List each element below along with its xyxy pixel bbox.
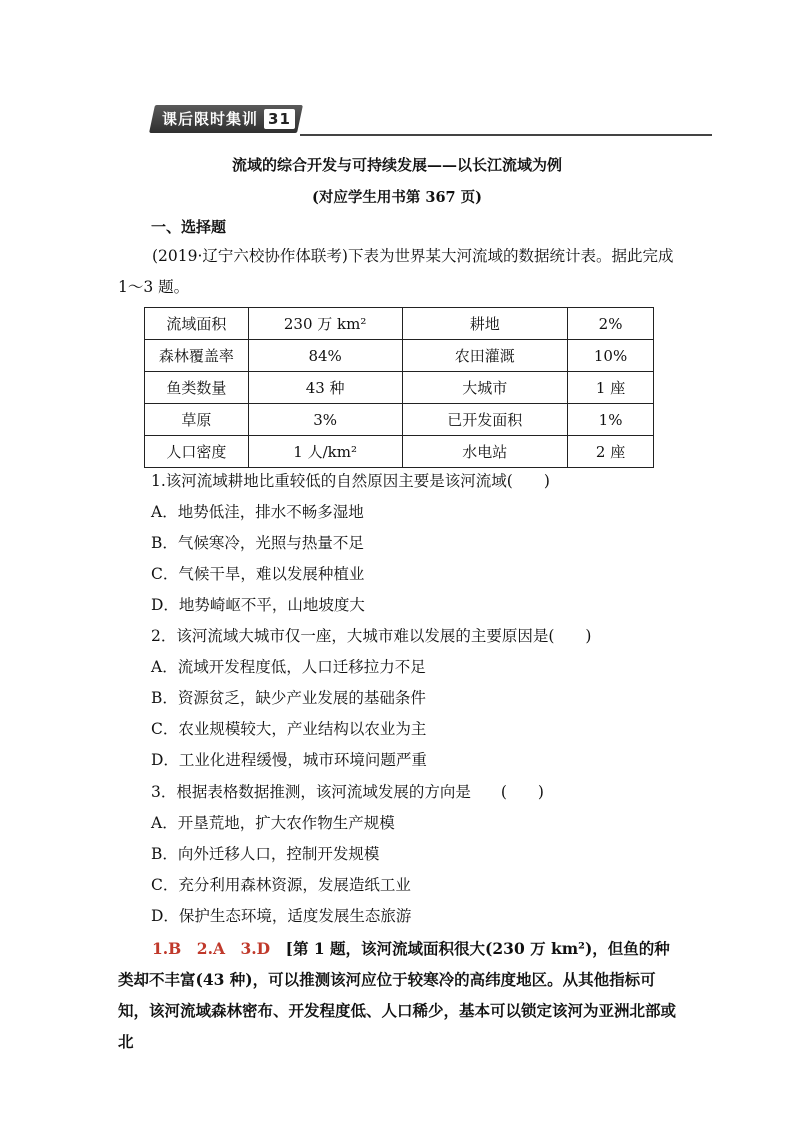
- banner-number: 31: [264, 109, 295, 129]
- table-cell: 人口密度: [145, 436, 249, 468]
- question-3-option-c: C．充分利用森林资源，发展造纸工业: [151, 876, 411, 894]
- table-cell: 耕地: [402, 308, 568, 340]
- table-cell: 大城市: [402, 372, 568, 404]
- table-cell: 2 座: [568, 436, 654, 468]
- table-cell: 43 种: [248, 372, 402, 404]
- question-2-option-a: A．流域开发程度低，人口迁移拉力不足: [151, 658, 426, 676]
- table-cell: 水电站: [402, 436, 568, 468]
- table-cell: 230 万 km²: [248, 308, 402, 340]
- table-cell: 10%: [568, 340, 654, 372]
- question-3-option-b: B．向外迁移人口，控制开发规模: [151, 845, 380, 863]
- question-2-option-c: C．农业规模较大，产业结构以农业为主: [151, 720, 427, 738]
- question-3-paren: ( ): [500, 783, 544, 801]
- table-cell: 森林覆盖率: [145, 340, 249, 372]
- question-3-option-a: A．开垦荒地，扩大农作物生产规模: [151, 814, 395, 832]
- table-cell: 1 人/km²: [248, 436, 402, 468]
- table-row: [145, 308, 654, 340]
- question-1-option-c: C．气候干旱，难以发展种植业: [151, 565, 365, 583]
- section-banner: [152, 103, 312, 135]
- section-heading: 一、选择题: [151, 218, 227, 236]
- table-cell: 草原: [145, 404, 249, 436]
- answer-keys: 1.B 2.A 3.D: [152, 939, 271, 958]
- intro-text: (2019·辽宁六校协作体联考)下表为世界某大河流域的数据统计表。据此完成 1～3 题。: [118, 247, 674, 296]
- header-rule: [300, 134, 712, 136]
- question-2-option-b: B．资源贫乏，缺少产业发展的基础条件: [151, 689, 426, 707]
- table-row: [145, 372, 654, 404]
- table-cell: 1 座: [568, 372, 654, 404]
- question-1-option-a: A．地势低洼，排水不畅多湿地: [151, 503, 364, 521]
- data-table: [144, 307, 654, 468]
- question-3-stem: 3．根据表格数据推测，该河流域发展的方向是: [151, 783, 471, 801]
- table-row: [145, 404, 654, 436]
- question-3-stem-line: [151, 780, 544, 802]
- page-title: 流域的综合开发与可持续发展——以长江流域为例: [231, 156, 562, 174]
- table-cell: 2%: [568, 308, 654, 340]
- question-3-option-d: D．保护生态环境，适度发展生态旅游: [151, 907, 412, 925]
- table-cell: 3%: [248, 404, 402, 436]
- page-subtitle: (对应学生用书第 367 页): [311, 189, 483, 206]
- question-2-option-d: D．工业化进程缓慢，城市环境问题严重: [151, 751, 427, 769]
- table-cell: 1%: [568, 404, 654, 436]
- question-1-option-d: D．地势崎岖不平，山地坡度大: [151, 596, 365, 614]
- banner-label: [162, 107, 295, 131]
- table-cell: 流域面积: [145, 308, 249, 340]
- question-1-stem: 1.该河流域耕地比重较低的自然原因主要是该河流域( ): [151, 472, 550, 490]
- answer-explanation: [第 1 题，该河流域面积很大(230 万 km²)，但鱼的种类却不丰富(43 种)，可以推测该河应位于较寒冷的高纬度地区。从其他指标可知，该河流域森林密布、开发程度低、人口稀少，基本可以锁定该河为亚洲北部或北: [118, 939, 677, 1051]
- table-cell: 鱼类数量: [145, 372, 249, 404]
- answer-paragraph: [118, 933, 678, 1057]
- table-cell: 84%: [248, 340, 402, 372]
- table-row: [145, 340, 654, 372]
- question-1-option-b: B．气候寒冷，光照与热量不足: [151, 534, 364, 552]
- table-cell: 已开发面积: [402, 404, 568, 436]
- table-row: [145, 436, 654, 468]
- banner-title: 课后限时集训: [162, 110, 259, 128]
- table-cell: 农田灌溉: [402, 340, 568, 372]
- intro-paragraph: [118, 241, 678, 303]
- question-2-stem: 2．该河流域大城市仅一座，大城市难以发展的主要原因是( ): [151, 627, 592, 645]
